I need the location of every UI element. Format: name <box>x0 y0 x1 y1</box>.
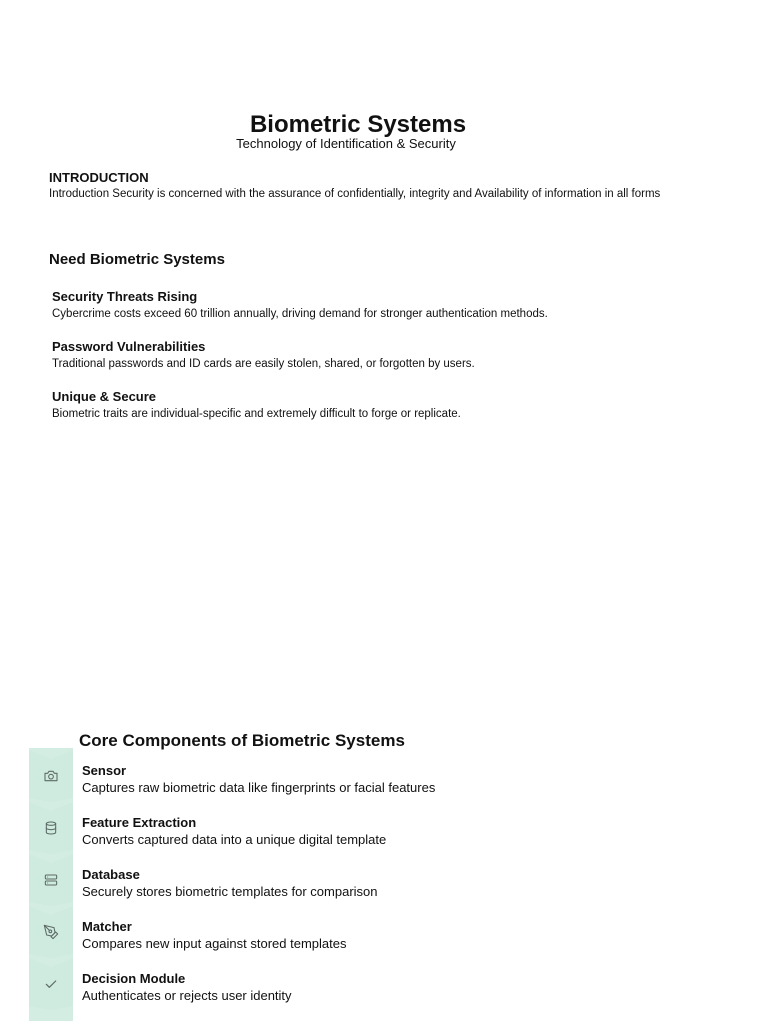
component-description: Compares new input against stored templates <box>82 936 347 951</box>
need-item-description: Cybercrime costs exceed 60 trillion annually, driving demand for stronger authentication methods. <box>52 308 548 320</box>
component-title: Database <box>82 867 140 882</box>
need-item-title: Password Vulnerabilities <box>52 339 206 354</box>
need-heading: Need Biometric Systems <box>49 251 225 268</box>
core-components-heading: Core Components of Biometric Systems <box>79 731 405 751</box>
camera-icon <box>43 768 59 784</box>
component-description: Securely stores biometric templates for comparison <box>82 884 378 899</box>
need-item-description: Biometric traits are individual-specific and extremely difficult to forge or replicate. <box>52 408 461 420</box>
component-decision-module <box>0 958 768 1010</box>
need-item-title: Unique & Secure <box>52 389 157 404</box>
need-item-unique-secure <box>52 388 732 422</box>
component-description: Captures raw biometric data like fingerprints or facial features <box>82 780 436 795</box>
component-title: Matcher <box>82 919 132 934</box>
database-icon <box>43 820 59 836</box>
need-item-password-vulnerabilities <box>52 338 732 372</box>
need-item-title: Security Threats Rising <box>52 289 198 304</box>
introduction-body: Introduction Security is concerned with the assurance of confidentially, integrity and Availability of information in all forms <box>49 188 661 200</box>
pen-tool-icon <box>43 924 59 940</box>
component-description: Converts captured data into a unique digital template <box>82 832 387 847</box>
document-subtitle: Technology of Identification & Security <box>236 136 456 151</box>
component-sensor <box>0 750 768 802</box>
component-database <box>0 854 768 906</box>
component-feature-extraction <box>0 802 768 854</box>
server-icon <box>43 872 59 888</box>
check-icon <box>43 976 59 992</box>
document-title: Biometric Systems <box>249 111 467 139</box>
need-item-security-threats <box>52 288 732 322</box>
need-item-description: Traditional passwords and ID cards are easily stolen, shared, or forgotten by users. <box>52 358 475 370</box>
component-icon-cell <box>29 958 73 1010</box>
component-title: Decision Module <box>82 971 186 986</box>
component-icon-cell <box>29 854 73 906</box>
component-icon-cell <box>29 802 73 854</box>
component-description: Authenticates or rejects user identity <box>82 988 292 1003</box>
component-icon-cell <box>29 750 73 802</box>
introduction-heading: INTRODUCTION <box>49 170 149 185</box>
component-title: Sensor <box>82 763 127 778</box>
component-matcher <box>0 906 768 958</box>
component-icon-cell <box>29 906 73 958</box>
component-title: Feature Extraction <box>82 815 197 830</box>
